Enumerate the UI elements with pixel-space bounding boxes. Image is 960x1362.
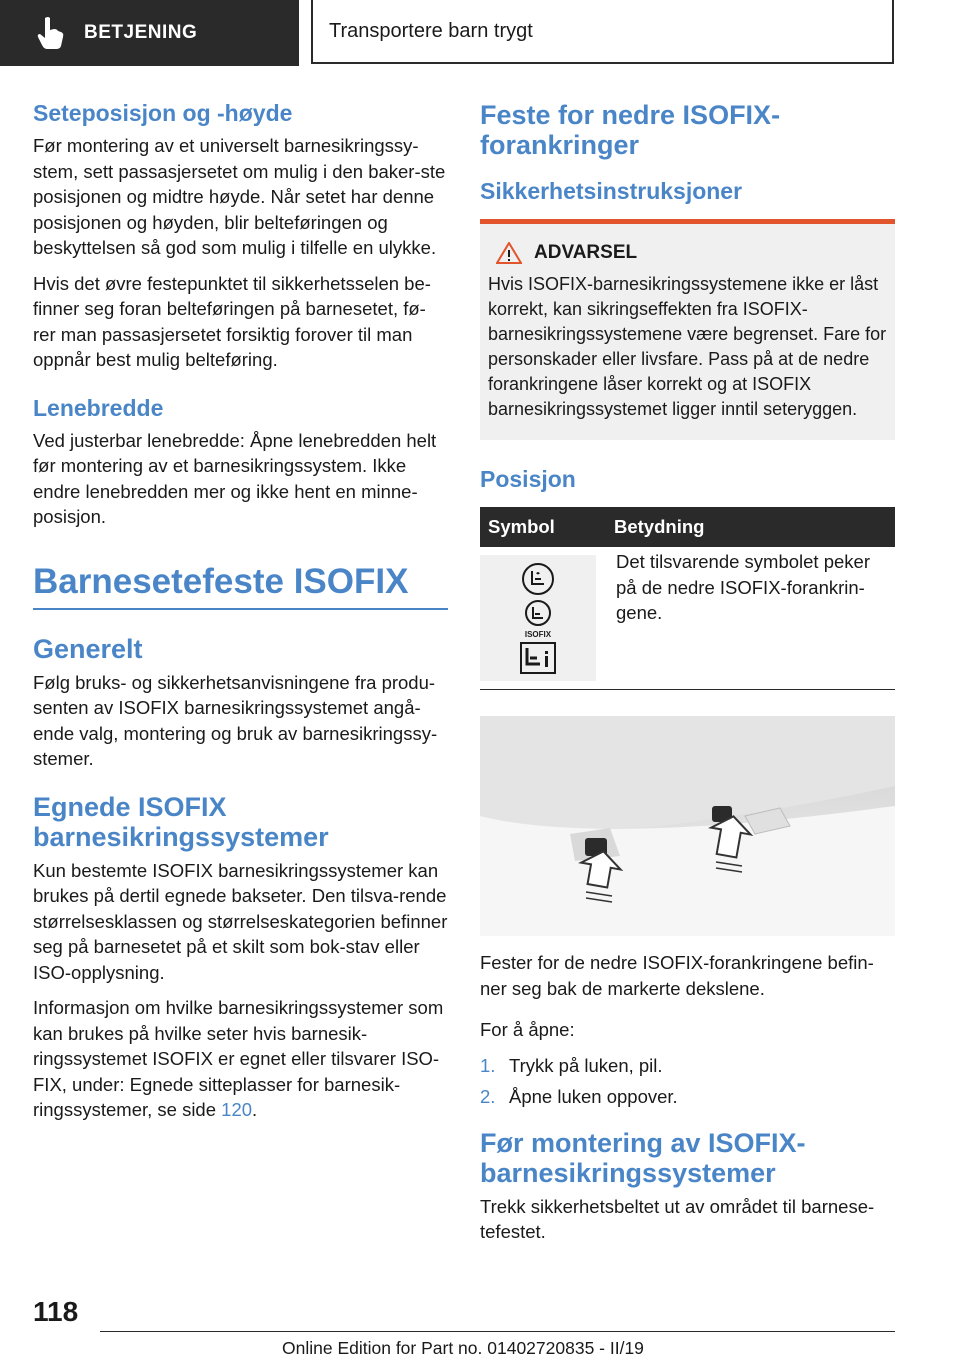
table-header-meaning: Betydning: [606, 507, 895, 547]
paragraph: Hvis det øvre festepunktet til sikkerhetsselen be-finner seg foran belteføringen på barnesetet, fø-rer man passasjersetet forsiktig forover til man oppnår best mulig belteføring.: [33, 272, 431, 370]
table-cell-meaning: Det tilsvarende symbolet peker på de nedre ISOFIX-forankrin-gene.: [606, 547, 895, 690]
table-row: [480, 547, 895, 690]
paragraph-text: Informasjon om hvilke barnesikringssystemer som kan brukes på hvilke seter hvis barnesik-ringssystemet ISOFIX er egnet eller tilsvarer ISO-FIX, under: Egnede sitteplasser for barnesik-ringssystemer, se side: [33, 997, 444, 1120]
paragraph: For å åpne:: [480, 1019, 575, 1040]
isofix-label-icon: [520, 599, 556, 639]
warning-triangle-icon: [496, 242, 522, 264]
table-header-symbol: Symbol: [480, 507, 606, 547]
footer-divider: [100, 1331, 895, 1332]
heading-lower-anchorage: Feste for nedre ISOFIX-forankringer: [480, 100, 781, 160]
warning-box: [480, 224, 895, 440]
heading-general: Generelt: [33, 633, 143, 664]
paragraph: Ved justerbar lenebredde: Åpne lenebredden helt før montering av et barnesikringssystem. Ikke endre lenebredden mer og ikke hent en minne-posisjon.: [33, 429, 437, 527]
paragraph: [33, 995, 448, 1123]
page-number: 118: [33, 1296, 79, 1327]
isofix-text: ISOFIX: [524, 629, 552, 639]
paragraph: Følg bruks- og sikkerhetsanvisningene fra produ-senten av ISOFIX barnesikringssystemet angå-ende valg, montering og bruk av barnesikringssy-stemer.: [33, 671, 438, 769]
left-column: [33, 100, 448, 1133]
heading-safety: Sikkerhetsinstruksjoner: [480, 178, 743, 204]
heading-suitable-systems: Egnede ISOFIX barnesikringssystemer: [33, 791, 329, 852]
page-header-title: Transportere barn trygt: [311, 0, 894, 64]
right-column: [480, 100, 895, 1255]
heading-before-mounting: Før montering av ISOFIX-barnesikringssystemer: [480, 1127, 806, 1188]
seat-isofix-image: [480, 716, 895, 936]
section-label: BETJENING: [84, 22, 198, 43]
paragraph: Før montering av et universelt barnesikringssy-stem, sett passasjersetet om mulig i den baker-ste posisjonen og midtre høyde. Når setet har denne posisjonen og høyden, blir belteføringen og beskyttelsen så god som mulig i tilfelle en ulykke.: [33, 135, 446, 258]
paragraph: Trekk sikkerhetsbeltet ut av området til barnese-tefestet.: [480, 1195, 875, 1242]
list-item: 1. Trykk på luken, pil.: [480, 1054, 663, 1076]
heading-isofix-main: Barnesetefeste ISOFIX: [33, 562, 448, 610]
steps-list: [480, 1053, 895, 1110]
paragraph: Fester for de nedre ISOFIX-forankringene befin-ner seg bak de markerte dekslene.: [480, 952, 874, 999]
child-seat-info-icon: [520, 642, 556, 674]
isofix-symbols: [480, 555, 596, 681]
section-tab: [0, 0, 299, 66]
list-item: 2. Åpne luken oppover.: [480, 1086, 678, 1107]
heading-seat-position: Seteposisjon og -høyde: [33, 100, 293, 126]
paragraph: Kun bestemte ISOFIX barnesikringssystemer kan brukes på dertil egnede bakseter. Den tilsva-rende størrelsesklassen og størrelseskategorien befinner seg på barnesetet på et skilt som bok-stav eller ISO-opplysning.: [33, 859, 448, 983]
heading-backrest-width: Lenebredde: [33, 394, 164, 421]
symbol-table: [480, 507, 895, 690]
page-link[interactable]: 120: [221, 1099, 253, 1120]
warning-text: Hvis ISOFIX-barnesikringssystemene ikke er låst korrekt, kan sikringseffekten fra ISOFIX-barnesikringssystemene være begrenset. Fare for personskader eller livsfare. Pass på at de nedre forankringene låser korrekt og at ISOFIX barnesikringssystemet ligger inntil seteryggen.: [488, 274, 887, 419]
hand-touch-icon: [36, 16, 66, 50]
paragraph-end: .: [252, 1099, 258, 1120]
heading-position: Posisjon: [480, 466, 576, 492]
child-seat-icon: [521, 562, 555, 596]
warning-title: ADVARSEL: [534, 242, 638, 263]
footer-text: Online Edition for Part no. 01402720835 - II/19: [282, 1338, 644, 1358]
